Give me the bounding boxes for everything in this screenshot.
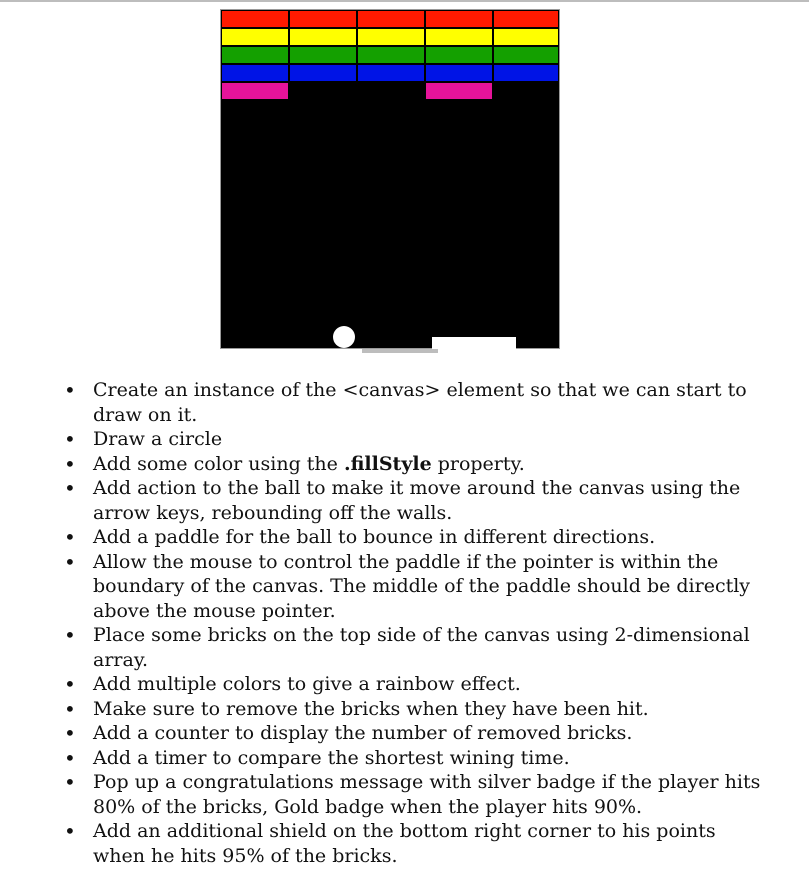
brick — [221, 46, 289, 64]
task-item — [62, 378, 762, 427]
paddle — [432, 337, 516, 349]
task-text: Allow the mouse to control the paddle if the pointer is within the boundary of the canvas. The middle of the paddle should be directly above the mouse pointer. — [93, 550, 751, 622]
brick — [493, 46, 559, 64]
task-item — [62, 525, 762, 550]
brick — [289, 28, 357, 46]
brick — [493, 10, 559, 28]
brick — [289, 10, 357, 28]
task-item — [62, 697, 762, 722]
task-text: Add action to the ball to make it move around the canvas using the arrow keys, rebounding off the walls. — [93, 477, 741, 524]
brick — [425, 46, 493, 64]
task-item — [62, 623, 762, 672]
task-text: Add a counter to display the number of removed bricks. — [93, 722, 633, 744]
task-item — [62, 672, 762, 697]
brick — [357, 28, 425, 46]
task-item — [62, 550, 762, 624]
ball — [333, 326, 355, 348]
frame-shadow — [362, 349, 438, 353]
brick — [493, 28, 559, 46]
brick — [357, 64, 425, 82]
task-text: Place some bricks on the top side of the canvas using 2-dimensional array. — [93, 624, 750, 671]
brick — [221, 10, 289, 28]
breakout-game-screenshot — [220, 9, 560, 349]
code-keyword: .fillStyle — [343, 452, 432, 475]
task-text: Create an instance of the <canvas> element so that we can start to draw on it. — [93, 379, 747, 426]
brick — [357, 46, 425, 64]
task-item — [62, 427, 762, 452]
task-item — [62, 819, 762, 868]
task-text: Add a paddle for the ball to bounce in different directions. — [93, 526, 656, 548]
brick — [289, 64, 357, 82]
task-text: Add some color using the — [93, 452, 344, 475]
task-text: Add a timer to compare the shortest wining time. — [93, 746, 570, 769]
brick — [425, 10, 493, 28]
task-list — [62, 378, 762, 868]
brick — [357, 10, 425, 28]
task-text: Add an additional shield on the bottom right corner to his points when he hits 95% of the bricks. — [93, 820, 716, 867]
task-item — [62, 452, 762, 477]
brick — [289, 46, 357, 64]
task-text: Make sure to remove the bricks when they have been hit. — [93, 697, 649, 720]
task-item — [62, 746, 762, 771]
task-item — [62, 476, 762, 525]
brick — [425, 64, 493, 82]
task-text: Draw a circle — [93, 428, 223, 450]
task-text: Pop up a congratulations message with silver badge if the player hits 80% of the bricks, Gold badge when the player hits 90%. — [93, 771, 761, 818]
brick — [221, 82, 289, 100]
brick — [425, 82, 493, 100]
brick — [425, 28, 493, 46]
brick — [221, 64, 289, 82]
task-item — [62, 770, 762, 819]
task-item — [62, 721, 762, 746]
top-rule — [0, 0, 809, 2]
task-text: property. — [431, 452, 525, 475]
brick — [221, 28, 289, 46]
brick — [493, 64, 559, 82]
task-text: Add multiple colors to give a rainbow effect. — [93, 673, 521, 695]
